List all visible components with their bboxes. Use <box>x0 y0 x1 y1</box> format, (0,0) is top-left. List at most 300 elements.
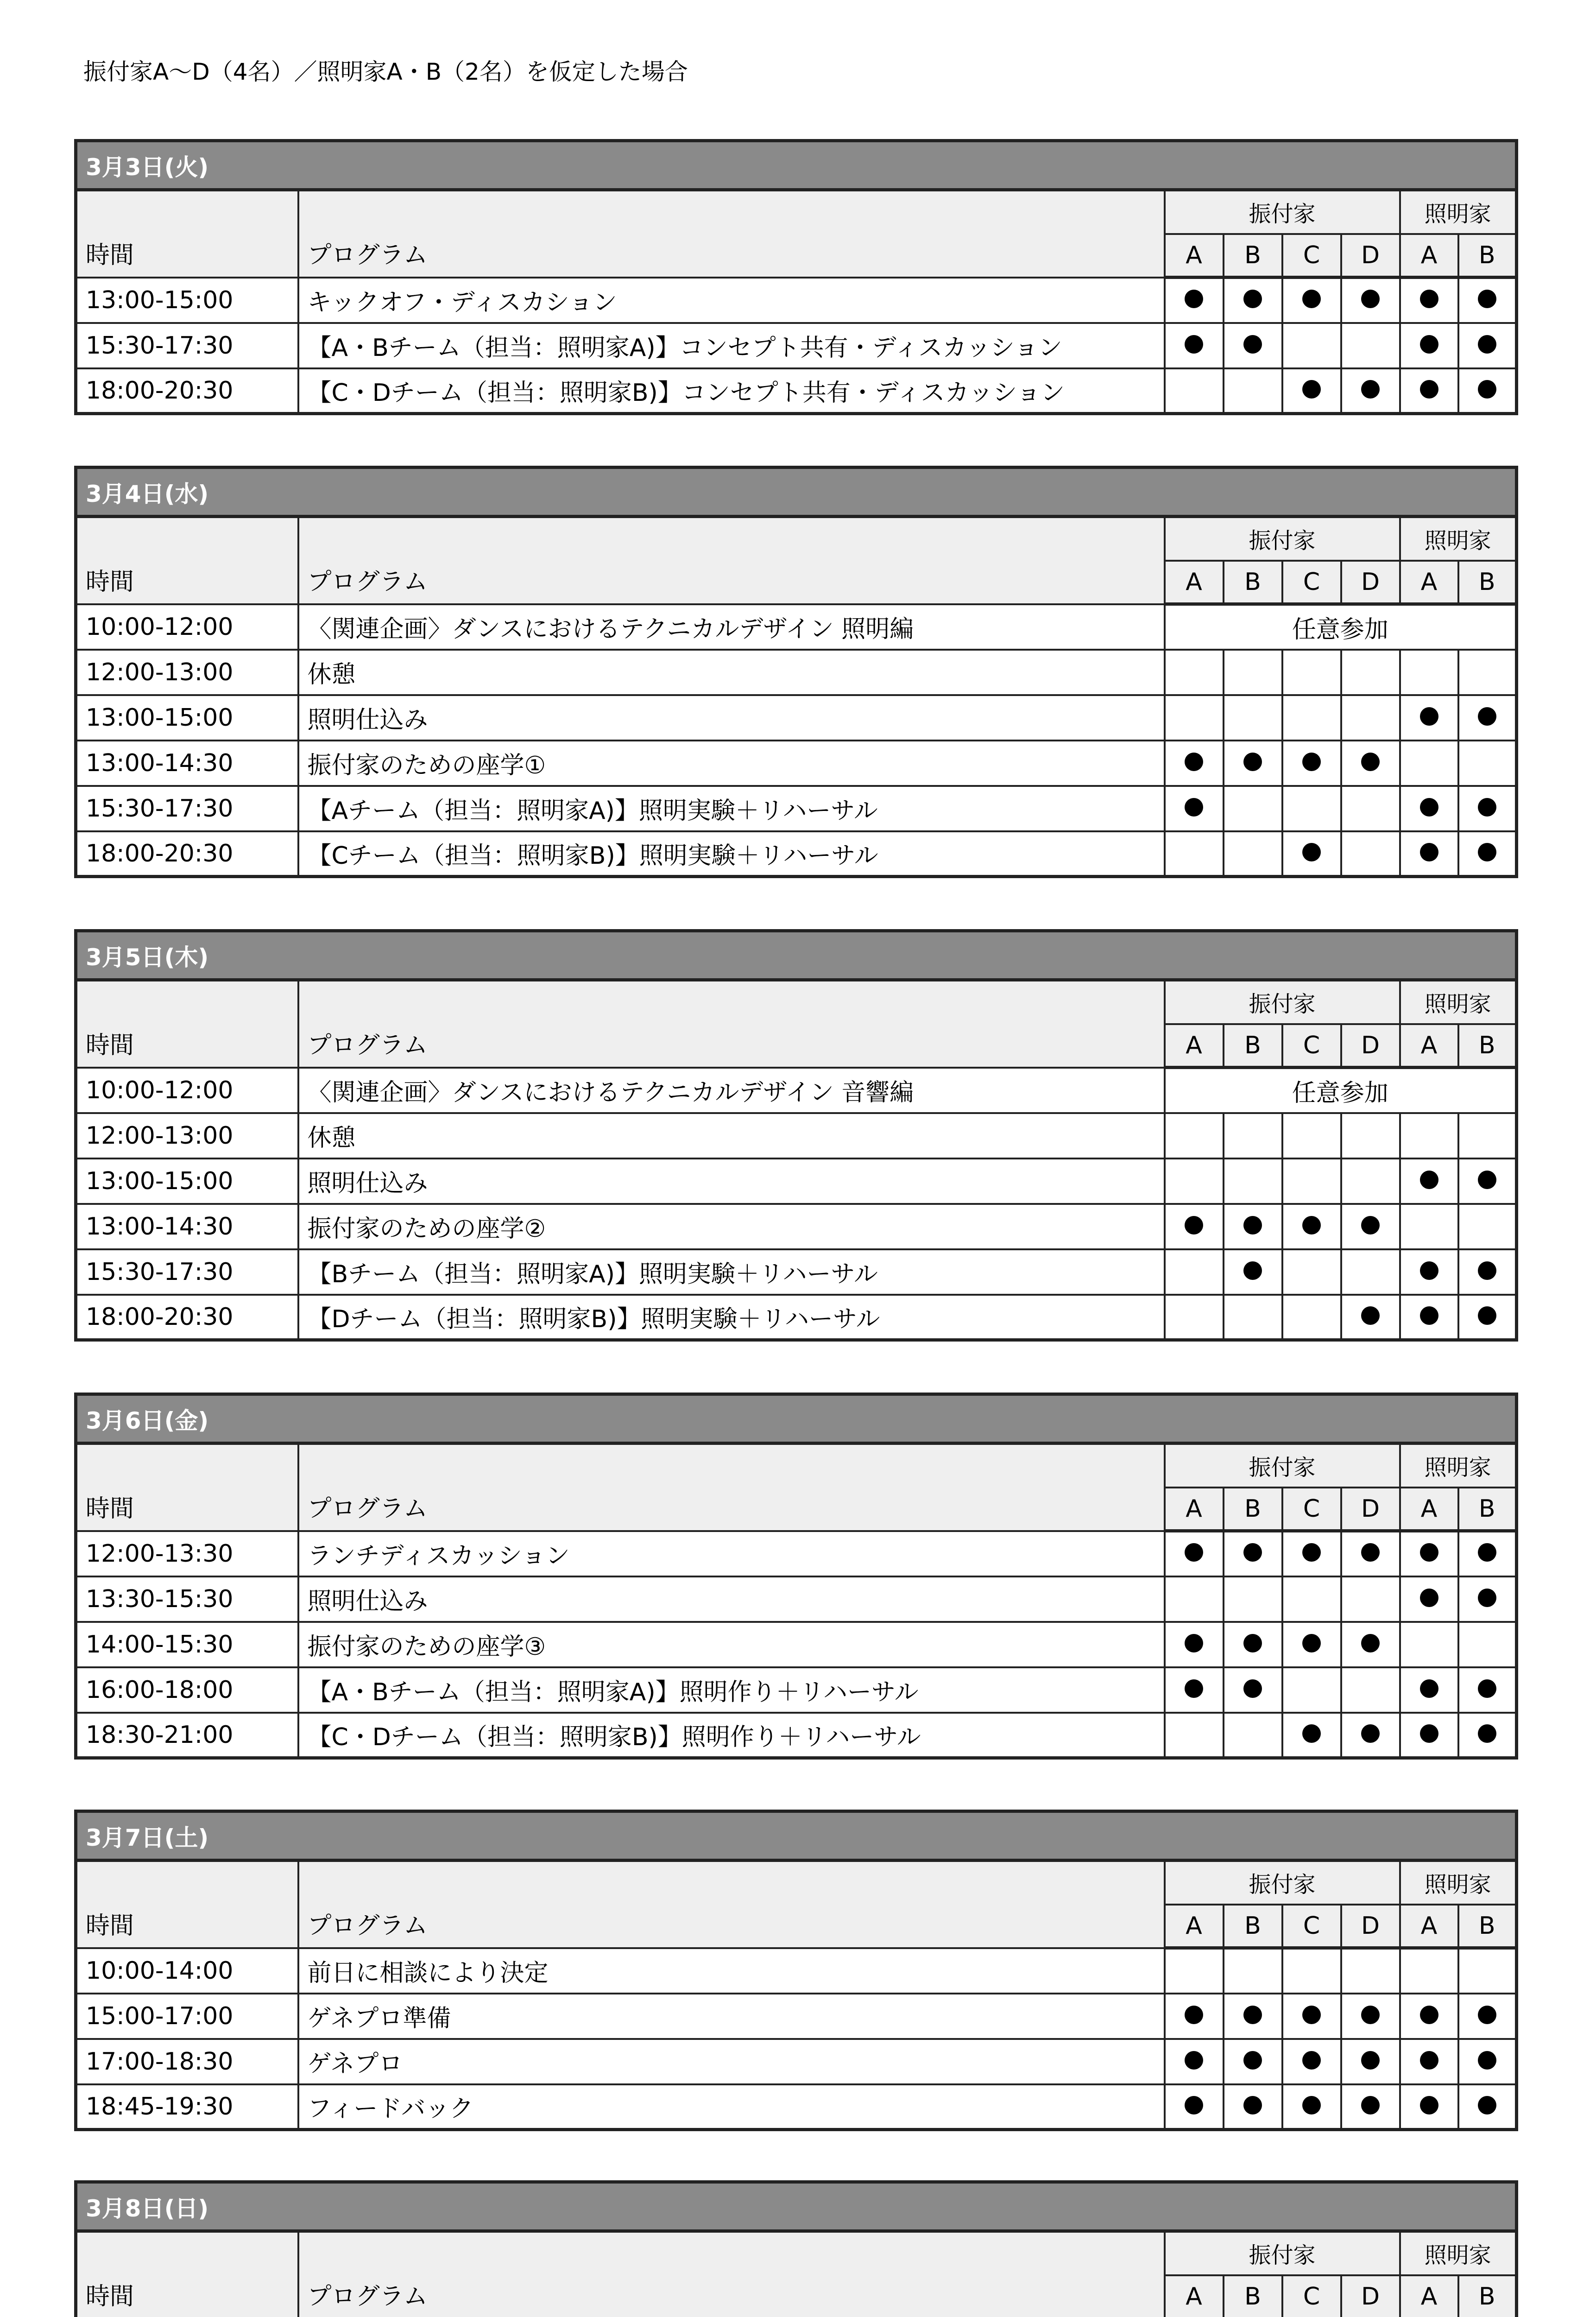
attendance-dot-icon <box>1420 1543 1438 1562</box>
choreographer-column-header: D <box>1341 1488 1400 1531</box>
choreographer-column-header: B <box>1224 561 1282 604</box>
program-cell: 照明仕込み <box>298 695 1165 741</box>
attendance-cell <box>1400 650 1458 695</box>
attendance-cell <box>1224 1158 1282 1204</box>
time-cell: 12:00-13:30 <box>76 1531 298 1576</box>
attendance-dot-icon <box>1243 2006 1262 2024</box>
attendance-cell <box>1224 1576 1282 1622</box>
program-cell: 〈関連企画〉ダンスにおけるテクニカルデザイン 照明編 <box>298 604 1165 650</box>
program-cell: キックオフ・ディスカション <box>298 278 1165 323</box>
attendance-dot-icon <box>1420 707 1438 726</box>
attendance-cell <box>1458 323 1517 368</box>
attendance-cell <box>1458 1622 1517 1667</box>
attendance-dot-icon <box>1302 753 1321 771</box>
time-column-header: 時間 <box>76 2231 298 2317</box>
attendance-cell <box>1224 1113 1282 1158</box>
attendance-cell <box>1224 1249 1282 1295</box>
choreographer-column-header: B <box>1224 2275 1282 2317</box>
attendance-cell <box>1458 1204 1517 1249</box>
attendance-cell <box>1400 1948 1458 1994</box>
attendance-cell <box>1165 1667 1224 1713</box>
attendance-dot-icon <box>1185 1679 1203 1698</box>
attendance-cell <box>1458 1295 1517 1340</box>
program-cell: 〈関連企画〉ダンスにおけるテクニカルデザイン 音響編 <box>298 1068 1165 1113</box>
attendance-cell <box>1282 1994 1341 2039</box>
choreographer-column-header: C <box>1282 1905 1341 1948</box>
attendance-dot-icon <box>1361 1216 1380 1234</box>
program-cell: ゲネプロ <box>298 2039 1165 2084</box>
attendance-cell <box>1165 695 1224 741</box>
attendance-cell <box>1165 368 1224 414</box>
intro-text: 振付家A〜D（4名）／照明家A・B（2名）を仮定した場合 <box>83 58 688 85</box>
lighting-column-header: A <box>1400 1905 1458 1948</box>
schedule-row <box>76 786 1517 831</box>
attendance-dot-icon <box>1302 380 1321 399</box>
program-cell: ランチディスカッション <box>298 1531 1165 1576</box>
attendance-cell <box>1224 741 1282 786</box>
time-column-header: 時間 <box>76 980 298 1068</box>
attendance-cell <box>1282 1158 1341 1204</box>
schedule-row <box>76 1622 1517 1667</box>
choreographer-column-header: A <box>1165 1488 1224 1531</box>
schedule-row <box>76 1158 1517 1204</box>
time-cell: 15:30-17:30 <box>76 1249 298 1295</box>
attendance-cell <box>1282 1204 1341 1249</box>
choreographer-group-header: 振付家 <box>1165 980 1400 1024</box>
attendance-cell <box>1400 1576 1458 1622</box>
attendance-cell <box>1341 368 1400 414</box>
program-column-header: プログラム <box>298 1443 1165 1531</box>
time-cell: 17:00-18:30 <box>76 2039 298 2084</box>
choreographer-column-header: C <box>1282 1024 1341 1068</box>
attendance-cell <box>1282 1113 1341 1158</box>
day-schedule-table <box>74 139 1518 415</box>
time-column-header: 時間 <box>76 1443 298 1531</box>
attendance-dot-icon <box>1420 2006 1438 2024</box>
attendance-cell <box>1165 1576 1224 1622</box>
attendance-dot-icon <box>1185 290 1203 308</box>
program-cell: 前日に相談により決定 <box>298 1948 1165 1994</box>
attendance-cell <box>1400 1994 1458 2039</box>
attendance-cell <box>1224 831 1282 877</box>
lighting-column-header: A <box>1400 1488 1458 1531</box>
attendance-dot-icon <box>1478 843 1496 861</box>
attendance-dot-icon <box>1361 753 1380 771</box>
time-column-header: 時間 <box>76 1861 298 1948</box>
choreographer-group-header: 振付家 <box>1165 1861 1400 1905</box>
choreographer-group-header: 振付家 <box>1165 190 1400 234</box>
attendance-cell <box>1341 323 1400 368</box>
program-cell: 休憩 <box>298 650 1165 695</box>
time-cell: 18:00-20:30 <box>76 831 298 877</box>
attendance-cell <box>1224 323 1282 368</box>
lighting-column-header: B <box>1458 1488 1517 1531</box>
program-cell: 【A・Bチーム（担当：照明家A)】コンセプト共有・ディスカッション <box>298 323 1165 368</box>
attendance-cell <box>1224 1994 1282 2039</box>
attendance-cell <box>1341 1158 1400 1204</box>
attendance-dot-icon <box>1302 1543 1321 1562</box>
attendance-dot-icon <box>1302 1216 1321 1234</box>
attendance-cell <box>1282 650 1341 695</box>
program-cell: 振付家のための座学① <box>298 741 1165 786</box>
time-cell: 13:00-14:30 <box>76 741 298 786</box>
attendance-cell <box>1165 1295 1224 1340</box>
attendance-cell <box>1400 1249 1458 1295</box>
attendance-cell <box>1341 1994 1400 2039</box>
attendance-cell <box>1458 1667 1517 1713</box>
choreographer-column-header: C <box>1282 1488 1341 1531</box>
program-cell: 照明仕込み <box>298 1576 1165 1622</box>
attendance-cell <box>1400 695 1458 741</box>
time-cell: 13:00-15:00 <box>76 1158 298 1204</box>
choreographer-column-header: A <box>1165 1024 1224 1068</box>
attendance-dot-icon <box>1420 290 1438 308</box>
attendance-dot-icon <box>1302 290 1321 308</box>
attendance-dot-icon <box>1420 798 1438 817</box>
attendance-dot-icon <box>1243 753 1262 771</box>
attendance-cell <box>1341 1531 1400 1576</box>
attendance-dot-icon <box>1478 1171 1496 1189</box>
attendance-cell <box>1458 1249 1517 1295</box>
attendance-cell <box>1224 1713 1282 1758</box>
lighting-column-header: A <box>1400 1024 1458 1068</box>
lighting-column-header: B <box>1458 1024 1517 1068</box>
attendance-cell <box>1282 1948 1341 1994</box>
attendance-dot-icon <box>1478 2006 1496 2024</box>
attendance-dot-icon <box>1478 1306 1496 1325</box>
attendance-cell <box>1400 1622 1458 1667</box>
attendance-dot-icon <box>1243 1679 1262 1698</box>
program-cell: 【C・Dチーム（担当：照明家B)】照明作り＋リハーサル <box>298 1713 1165 1758</box>
schedule-row <box>76 278 1517 323</box>
attendance-cell <box>1282 2039 1341 2084</box>
program-cell: 【Aチーム（担当：照明家A)】照明実験＋リハーサル <box>298 786 1165 831</box>
attendance-dot-icon <box>1185 335 1203 354</box>
time-cell: 18:45-19:30 <box>76 2084 298 2130</box>
attendance-dot-icon <box>1185 753 1203 771</box>
attendance-cell <box>1341 1204 1400 1249</box>
attendance-dot-icon <box>1185 2096 1203 2114</box>
attendance-cell <box>1224 1667 1282 1713</box>
attendance-dot-icon <box>1361 2096 1380 2114</box>
schedule-row <box>76 368 1517 414</box>
choreographer-column-header: B <box>1224 1024 1282 1068</box>
attendance-dot-icon <box>1302 843 1321 861</box>
attendance-cell <box>1282 695 1341 741</box>
time-cell: 16:00-18:00 <box>76 1667 298 1713</box>
schedule-row <box>76 695 1517 741</box>
program-column-header: プログラム <box>298 1861 1165 1948</box>
attendance-dot-icon <box>1478 1589 1496 1607</box>
attendance-dot-icon <box>1420 1261 1438 1280</box>
choreographer-column-header: A <box>1165 2275 1224 2317</box>
lighting-group-header: 照明家 <box>1400 190 1517 234</box>
program-column-header: プログラム <box>298 980 1165 1068</box>
attendance-cell <box>1165 1948 1224 1994</box>
attendance-dot-icon <box>1420 1171 1438 1189</box>
choreographer-column-header: C <box>1282 2275 1341 2317</box>
attendance-cell <box>1165 786 1224 831</box>
attendance-dot-icon <box>1420 1589 1438 1607</box>
choreographer-column-header: D <box>1341 1024 1400 1068</box>
attendance-cell <box>1165 650 1224 695</box>
attendance-cell <box>1282 1249 1341 1295</box>
choreographer-group-header: 振付家 <box>1165 517 1400 561</box>
program-column-header: プログラム <box>298 2231 1165 2317</box>
program-cell: ゲネプロ準備 <box>298 1994 1165 2039</box>
attendance-cell <box>1224 1948 1282 1994</box>
schedule-row <box>76 1667 1517 1713</box>
attendance-cell <box>1400 831 1458 877</box>
lighting-column-header: B <box>1458 2275 1517 2317</box>
attendance-cell <box>1458 1948 1517 1994</box>
schedule-row <box>76 1994 1517 2039</box>
program-cell: フィードバック <box>298 2084 1165 2130</box>
attendance-cell <box>1341 1713 1400 1758</box>
attendance-cell <box>1224 1295 1282 1340</box>
schedule-row <box>76 323 1517 368</box>
schedule-row <box>76 1249 1517 1295</box>
attendance-cell <box>1165 1994 1224 2039</box>
time-cell: 13:00-15:00 <box>76 278 298 323</box>
attendance-dot-icon <box>1361 1543 1380 1562</box>
day-date-header: 3月4日(水) <box>76 468 1517 517</box>
attendance-cell <box>1224 1204 1282 1249</box>
attendance-dot-icon <box>1185 1216 1203 1234</box>
lighting-group-header: 照明家 <box>1400 1861 1517 1905</box>
attendance-cell <box>1458 1576 1517 1622</box>
attendance-dot-icon <box>1478 290 1496 308</box>
program-column-header: プログラム <box>298 190 1165 278</box>
program-cell: 照明仕込み <box>298 1158 1165 1204</box>
choreographer-column-header: C <box>1282 234 1341 278</box>
attendance-cell <box>1165 1204 1224 1249</box>
attendance-cell <box>1458 1994 1517 2039</box>
attendance-dot-icon <box>1243 335 1262 354</box>
attendance-dot-icon <box>1420 380 1438 399</box>
lighting-column-header: B <box>1458 1905 1517 1948</box>
schedule-row <box>76 1531 1517 1576</box>
schedule-row <box>76 650 1517 695</box>
day-schedule-table <box>74 1810 1518 2131</box>
program-cell: 【Cチーム（担当：照明家B)】照明実験＋リハーサル <box>298 831 1165 877</box>
attendance-cell <box>1224 1531 1282 1576</box>
attendance-dot-icon <box>1478 1724 1496 1743</box>
attendance-cell <box>1400 1295 1458 1340</box>
attendance-cell <box>1400 1158 1458 1204</box>
attendance-dot-icon <box>1361 1634 1380 1652</box>
attendance-dot-icon <box>1243 1261 1262 1280</box>
choreographer-column-header: B <box>1224 1905 1282 1948</box>
attendance-dot-icon <box>1302 1634 1321 1652</box>
attendance-dot-icon <box>1478 1261 1496 1280</box>
attendance-cell <box>1165 1713 1224 1758</box>
attendance-cell <box>1458 2039 1517 2084</box>
time-cell: 10:00-12:00 <box>76 1068 298 1113</box>
lighting-group-header: 照明家 <box>1400 517 1517 561</box>
time-column-header: 時間 <box>76 190 298 278</box>
attendance-cell <box>1458 1158 1517 1204</box>
choreographer-column-header: A <box>1165 561 1224 604</box>
attendance-cell <box>1282 786 1341 831</box>
attendance-dot-icon <box>1243 1634 1262 1652</box>
attendance-cell <box>1458 741 1517 786</box>
attendance-cell <box>1341 2084 1400 2130</box>
attendance-cell <box>1165 1531 1224 1576</box>
time-cell: 18:00-20:30 <box>76 368 298 414</box>
attendance-cell <box>1458 368 1517 414</box>
attendance-cell <box>1282 1713 1341 1758</box>
day-date-header: 3月6日(金) <box>76 1394 1517 1443</box>
attendance-dot-icon <box>1361 380 1380 399</box>
program-cell: 【Dチーム（担当：照明家B)】照明実験＋リハーサル <box>298 1295 1165 1340</box>
attendance-cell <box>1224 1622 1282 1667</box>
attendance-cell <box>1282 1295 1341 1340</box>
choreographer-column-header: D <box>1341 561 1400 604</box>
attendance-cell <box>1224 2039 1282 2084</box>
attendance-cell <box>1282 831 1341 877</box>
attendance-dot-icon <box>1361 290 1380 308</box>
attendance-dot-icon <box>1185 1543 1203 1562</box>
attendance-dot-icon <box>1302 1724 1321 1743</box>
lighting-column-header: B <box>1458 561 1517 604</box>
lighting-column-header: B <box>1458 234 1517 278</box>
attendance-cell <box>1165 1113 1224 1158</box>
attendance-cell <box>1341 1576 1400 1622</box>
choreographer-column-header: A <box>1165 234 1224 278</box>
attendance-cell <box>1165 278 1224 323</box>
attendance-cell <box>1458 278 1517 323</box>
attendance-cell <box>1165 741 1224 786</box>
choreographer-column-header: C <box>1282 561 1341 604</box>
attendance-cell <box>1400 1531 1458 1576</box>
attendance-dot-icon <box>1302 2006 1321 2024</box>
attendance-cell <box>1282 1531 1341 1576</box>
lighting-group-header: 照明家 <box>1400 1443 1517 1488</box>
attendance-dot-icon <box>1361 1724 1380 1743</box>
attendance-cell <box>1458 831 1517 877</box>
time-cell: 10:00-12:00 <box>76 604 298 650</box>
attendance-cell <box>1341 1667 1400 1713</box>
time-cell: 12:00-13:00 <box>76 1113 298 1158</box>
attendance-cell <box>1400 741 1458 786</box>
attendance-dot-icon <box>1420 2051 1438 2070</box>
time-cell: 18:00-20:30 <box>76 1295 298 1340</box>
attendance-cell <box>1458 695 1517 741</box>
attendance-cell <box>1341 786 1400 831</box>
time-cell: 15:00-17:00 <box>76 1994 298 2039</box>
time-column-header: 時間 <box>76 517 298 604</box>
attendance-cell <box>1341 1622 1400 1667</box>
day-schedule-table <box>74 929 1518 1342</box>
attendance-cell <box>1458 1713 1517 1758</box>
day-schedule-table <box>74 466 1518 878</box>
lighting-group-header: 照明家 <box>1400 2231 1517 2275</box>
program-cell: 【C・Dチーム（担当：照明家B)】コンセプト共有・ディスカッション <box>298 368 1165 414</box>
schedule-row <box>76 1113 1517 1158</box>
choreographer-column-header: A <box>1165 1905 1224 1948</box>
attendance-cell <box>1282 368 1341 414</box>
lighting-group-header: 照明家 <box>1400 980 1517 1024</box>
time-cell: 15:30-17:30 <box>76 323 298 368</box>
attendance-dot-icon <box>1420 843 1438 861</box>
choreographer-group-header: 振付家 <box>1165 2231 1400 2275</box>
attendance-cell <box>1224 650 1282 695</box>
attendance-cell <box>1282 1622 1341 1667</box>
time-cell: 12:00-13:00 <box>76 650 298 695</box>
attendance-cell <box>1341 695 1400 741</box>
attendance-cell <box>1400 2084 1458 2130</box>
day-date-header: 3月7日(土) <box>76 1811 1517 1861</box>
attendance-cell <box>1282 1576 1341 1622</box>
attendance-dot-icon <box>1420 335 1438 354</box>
attendance-cell <box>1224 368 1282 414</box>
attendance-dot-icon <box>1478 2051 1496 2070</box>
attendance-dot-icon <box>1302 2051 1321 2070</box>
attendance-cell <box>1165 1158 1224 1204</box>
time-cell: 13:30-15:30 <box>76 1576 298 1622</box>
lighting-column-header: A <box>1400 561 1458 604</box>
schedule-row <box>76 1713 1517 1758</box>
attendance-dot-icon <box>1185 2051 1203 2070</box>
schedule-row <box>76 1068 1517 1113</box>
schedule-row <box>76 2084 1517 2130</box>
schedule-row <box>76 1295 1517 1340</box>
choreographer-column-header: D <box>1341 234 1400 278</box>
attendance-cell <box>1341 278 1400 323</box>
attendance-cell <box>1282 2084 1341 2130</box>
attendance-cell <box>1341 831 1400 877</box>
attendance-cell <box>1400 786 1458 831</box>
attendance-dot-icon <box>1243 2096 1262 2114</box>
lighting-column-header: A <box>1400 234 1458 278</box>
schedule-row <box>76 604 1517 650</box>
lighting-column-header: A <box>1400 2275 1458 2317</box>
day-date-header: 3月3日(火) <box>76 141 1517 190</box>
attendance-cell <box>1458 786 1517 831</box>
attendance-dot-icon <box>1420 1724 1438 1743</box>
attendance-cell <box>1165 2039 1224 2084</box>
choreographer-column-header: D <box>1341 1905 1400 1948</box>
attendance-cell <box>1458 650 1517 695</box>
attendance-cell <box>1341 1113 1400 1158</box>
attendance-cell <box>1282 278 1341 323</box>
choreographer-column-header: D <box>1341 2275 1400 2317</box>
attendance-cell <box>1165 1622 1224 1667</box>
attendance-cell <box>1400 1667 1458 1713</box>
schedule-row <box>76 1948 1517 1994</box>
attendance-dot-icon <box>1361 1306 1380 1325</box>
attendance-dot-icon <box>1243 290 1262 308</box>
attendance-cell <box>1224 278 1282 323</box>
attendance-dot-icon <box>1243 1543 1262 1562</box>
attendance-dot-icon <box>1361 2006 1380 2024</box>
day-schedule-table <box>74 2180 1518 2317</box>
attendance-cell <box>1224 2084 1282 2130</box>
attendance-dot-icon <box>1420 1679 1438 1698</box>
attendance-cell <box>1400 323 1458 368</box>
attendance-cell <box>1224 786 1282 831</box>
time-cell: 14:00-15:30 <box>76 1622 298 1667</box>
attendance-cell <box>1400 368 1458 414</box>
attendance-cell <box>1341 1948 1400 1994</box>
attendance-cell <box>1282 323 1341 368</box>
attendance-dot-icon <box>1185 1634 1203 1652</box>
attendance-dot-icon <box>1185 2006 1203 2024</box>
attendance-cell <box>1224 695 1282 741</box>
attendance-cell <box>1341 1295 1400 1340</box>
program-column-header: プログラム <box>298 517 1165 604</box>
